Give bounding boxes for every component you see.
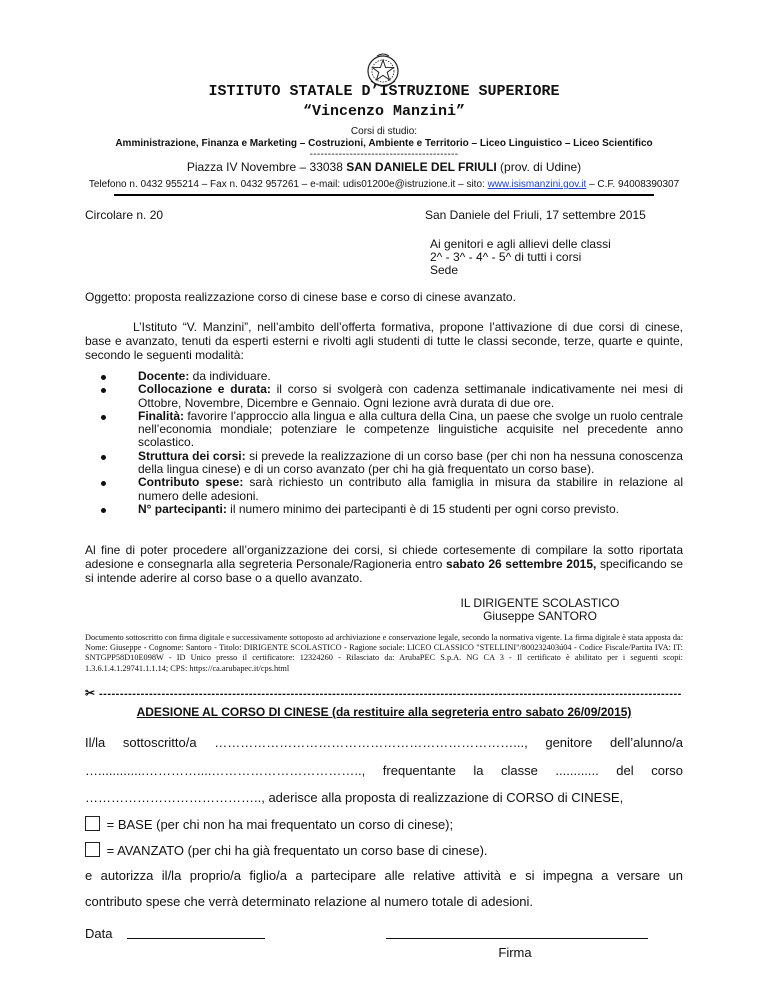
bullet-text: da individuare. bbox=[189, 369, 271, 383]
address-city: SAN DANIELE DEL FRIULI bbox=[346, 160, 497, 174]
bullet-icon bbox=[101, 388, 106, 393]
bullet-text: il numero minimo dei partecipanti è di 15 studenti per ogni corso previsto. bbox=[226, 501, 620, 516]
bullet-text: sarà richiesto un contributo alla famiglia in misura da stabilire in relazione al numero delle adesioni. bbox=[138, 475, 683, 503]
option-base-row bbox=[85, 816, 453, 832]
list-item bbox=[138, 370, 683, 383]
bullet-icon bbox=[101, 481, 106, 486]
address-line bbox=[0, 160, 768, 174]
bullet-label: N° partecipanti: bbox=[138, 501, 227, 516]
signer-name: Giuseppe SANTORO bbox=[483, 609, 597, 623]
closing-paragraph bbox=[85, 543, 683, 585]
form-line-authorization: e autorizza il/la proprio/a figlio/a a partecipare alle relative attività e si impegna a versare un bbox=[85, 868, 683, 883]
list-item bbox=[138, 410, 683, 450]
bullet-icon bbox=[101, 455, 106, 460]
form-title: ADESIONE AL CORSO DI CINESE (da restituire alla segreteria entro sabato 26/09/2015) bbox=[136, 705, 632, 719]
base-checkbox[interactable] bbox=[85, 816, 100, 831]
bullet-label: Collocazione e durata: bbox=[138, 382, 271, 397]
closing-text: Al fine di poter procedere all’organizzazione dei corsi, si chiede cortesemente di compilare la sotto riportata adesione e consegnarla alla segreteria Personale/Ragioneria entro bbox=[85, 543, 683, 571]
bullet-text: favorire l’approccio alla lingua e alla cultura della Cina, un paese che svolge un ruolo centrale nell’economia mondiale; potenziare le competenze linguistiche acquisite nel precedente anno scolastico. bbox=[138, 408, 683, 450]
recipient-line: Ai genitori e agli allievi delle classi bbox=[430, 237, 611, 251]
address-street: Piazza IV Novembre – 33038 bbox=[186, 160, 347, 174]
form-line-parent[interactable]: Il/la sottoscritto/a ……………………………………………………………..., genitore dell’alunno/a bbox=[85, 735, 683, 750]
closing-deadline: sabato 26 settembre 2015, bbox=[446, 557, 597, 571]
institute-name: ISTITUTO STATALE D’ISTRUZIONE SUPERIORE bbox=[208, 83, 560, 100]
courses-list: Amministrazione, Finanza e Marketing – Costruzioni, Ambiente e Territorio – Liceo Linguistico – Liceo Scientifico bbox=[115, 138, 653, 149]
subject-line: Oggetto: proposta realizzazione corso di cinese base e corso di cinese avanzato. bbox=[85, 290, 516, 304]
form-line-course[interactable]: ………………………………….., aderisce alla proposta di realizzazione di CORSO di CINESE, bbox=[85, 790, 624, 805]
bullet-label: Docente: bbox=[138, 369, 190, 383]
signature-label: Firma bbox=[498, 945, 532, 960]
recipients-block bbox=[430, 238, 611, 277]
list-item bbox=[138, 450, 683, 477]
date-label: Data bbox=[85, 926, 113, 941]
header-separator: ----------------------------------------- bbox=[309, 149, 459, 160]
date-field[interactable] bbox=[127, 938, 265, 939]
bullet-text: si prevede la realizzazione di un corso base (per chi non ha nessuna conoscenza della lingua cinese) e di un corso avanzato (per chi ha già frequentato un corso base). bbox=[138, 448, 683, 477]
website-link[interactable]: www.isismanzini.gov.it bbox=[487, 179, 587, 190]
digital-signature-note: Documento sottoscritto con firma digitale e successivamente sottoposto ad archiviazione e conservazione legale, secondo la normativa vigente. La firma digitale è stata apposta da: Nome: Giuseppe - Cognome: Santoro - Titolo: DIRIGENTE SCOLASTICO - Ragione sociale: LICEO CLASSICO "STELLINI"/800232403ú04 - Codice Fiscale/Partita IVA: IT: SNTGPP58D10E098W - ID Unico presso il certificatore: 12324260 - Rilasciato da: ArubaPEC S.p.A. NG CA 3 - Il certificato è abilitato per i seguenti scopi: 1.3.6.1.4.1.29741.1.1.14; CPS: https://ca.arubapec.it/cps.html bbox=[85, 633, 683, 673]
circular-number: Circolare n. 20 bbox=[85, 208, 164, 222]
bullet-text: il corso si svolgerà con cadenza settimanale indicativamente nei mesi di Ottobre, Novembre, Dicembre e Gennaio. Ogni lezione avrà durata di due ore. bbox=[138, 382, 683, 410]
signer-role: IL DIRIGENTE SCOLASTICO bbox=[460, 596, 620, 610]
contacts-tax-code: – C.F. 94008390307 bbox=[586, 179, 680, 190]
cut-here-line bbox=[85, 686, 683, 700]
bullet-label: Struttura dei corsi: bbox=[138, 448, 246, 463]
recipient-line: 2^ - 3^ - 4^ - 5^ di tutti i corsi bbox=[430, 250, 582, 264]
signature-field[interactable] bbox=[386, 938, 648, 939]
address-province: (prov. di Udine) bbox=[496, 160, 582, 174]
bullet-icon bbox=[101, 508, 106, 513]
circular-date: San Daniele del Friuli, 17 settembre 2015 bbox=[425, 208, 646, 222]
recipient-line: Sede bbox=[430, 263, 459, 277]
list-item bbox=[138, 383, 683, 410]
list-item bbox=[138, 503, 683, 516]
scissors-icon: ✂ bbox=[85, 686, 96, 700]
list-item bbox=[138, 476, 683, 503]
bullet-label: Finalità: bbox=[138, 408, 185, 423]
courses-label: Corsi di studio: bbox=[350, 126, 418, 137]
form-line-contribution: contributo spese che verrà determinato relazione al numero totale di adesioni. bbox=[85, 894, 534, 909]
intro-paragraph bbox=[85, 320, 683, 362]
header-divider bbox=[114, 194, 654, 196]
option-advanced-row bbox=[85, 842, 488, 858]
cut-dashes: -------------------------------------------------------------------------------------------------------------------------------------------- bbox=[99, 688, 682, 700]
intro-text: L’Istituto “V. Manzini”, nell’ambito dell’offerta formativa, propone l’attivazione di due corsi di cinese, base e avanzato, tenuti da esperti esterni e rivolti agli studenti di tutte le classi seconde, terze, quarte e quinte, secondo le seguenti modalità: bbox=[85, 320, 683, 362]
option-base-label: = BASE (per chi non ha mai frequentato un corso di cinese); bbox=[103, 817, 454, 832]
bullet-label: Contributo spese: bbox=[138, 475, 244, 490]
advanced-checkbox[interactable] bbox=[85, 842, 100, 857]
form-line-student[interactable]: ….............…………....…………………………….., frequentante la classe ............ del corso bbox=[85, 763, 683, 778]
modalities-list bbox=[85, 370, 683, 516]
contacts-line bbox=[0, 179, 768, 190]
bullet-icon bbox=[101, 415, 106, 420]
closing-text-end: specificando se si intende aderire al corso base o a quello avanzato. bbox=[85, 557, 683, 585]
option-advanced-label: = AVANZATO (per chi ha già frequentato un corso base di cinese). bbox=[103, 843, 488, 858]
bullet-icon bbox=[101, 375, 106, 380]
institute-subtitle: “Vincenzo Manzini” bbox=[302, 103, 466, 120]
contacts-phone-email: Telefono n. 0432 955214 – Fax n. 0432 957261 – e-mail: udis01200e@istruzione.it – sito: bbox=[88, 179, 488, 190]
